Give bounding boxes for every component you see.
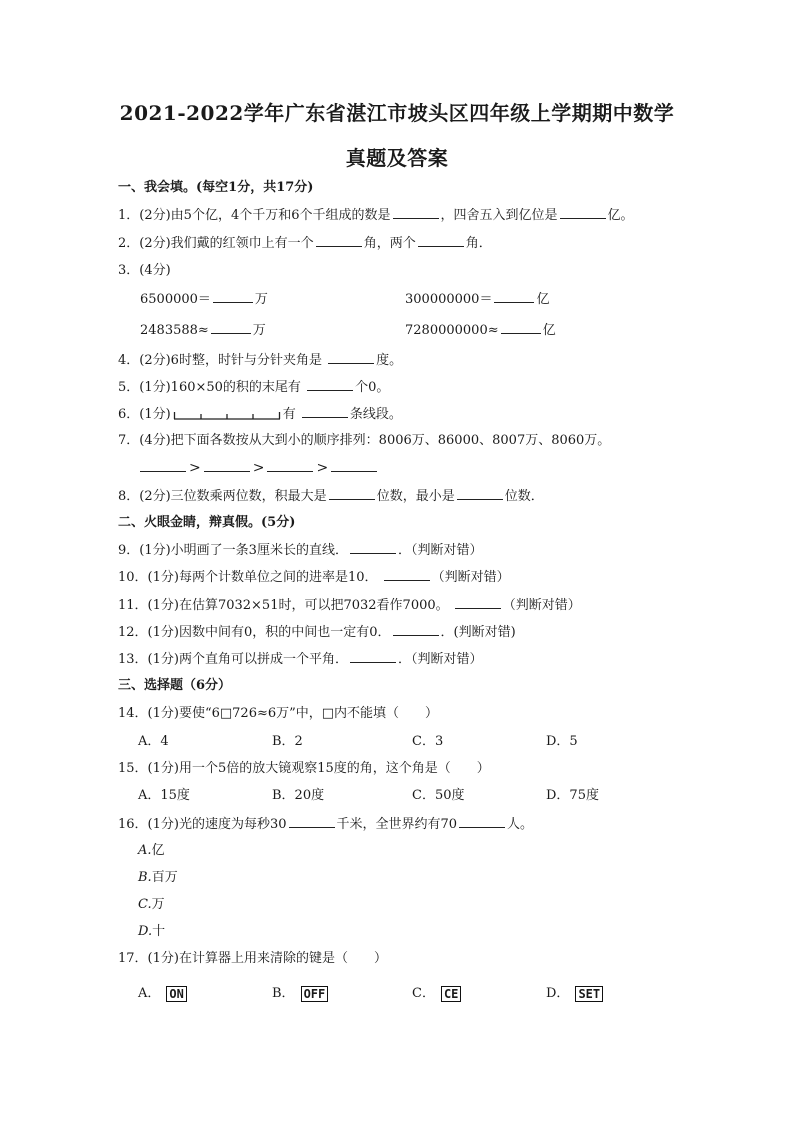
option-letter: C．: [412, 986, 435, 1001]
answer-blank[interactable]: [393, 623, 439, 636]
question-8: [118, 487, 544, 506]
q3-unit: 亿: [536, 292, 550, 307]
option-letter: C.: [138, 897, 152, 912]
answer-blank[interactable]: [501, 321, 541, 334]
q3-item-text: 7280000000≈: [405, 323, 499, 338]
question-3-label: 3．(4分): [118, 263, 171, 278]
question-2-text: 2．(2分)我们戴的红领巾上有一个: [118, 236, 314, 251]
q14-option-c[interactable]: C．3: [412, 734, 444, 749]
q16-option-c[interactable]: [138, 896, 165, 914]
option-text: 百万: [151, 870, 178, 885]
question-9-text: 9．(1分)小明画了一条3厘米长的直线．: [118, 543, 348, 558]
question-10-text: 10．(1分)每两个计数单位之间的进率是10．: [118, 570, 378, 585]
answer-blank[interactable]: [213, 290, 253, 303]
question-11: [118, 596, 581, 615]
q14-option-b[interactable]: B．2: [272, 734, 303, 749]
q17-option-c[interactable]: [412, 985, 461, 1003]
q3-item-text: 6500000＝: [140, 292, 211, 307]
question-1-text: 1．(2分)由5个亿，4个千万和6个千组成的数是: [118, 208, 391, 223]
question-6-text: 6．(1分): [118, 407, 171, 422]
calculator-key-off: OFF: [301, 986, 329, 1002]
q3-item-text: 2483588≈: [140, 323, 209, 338]
answer-blank[interactable]: [494, 290, 534, 303]
greater-than-sign: >: [189, 460, 201, 476]
question-4-text: 4．(2分)6时整，时针与分针夹角是: [118, 353, 322, 368]
q15-option-b[interactable]: B．20度: [272, 788, 325, 803]
question-8-text: 8．(2分)三位数乘两位数，积最大是: [118, 489, 327, 504]
question-17: 17．(1分)在计算器上用来清除的键是（ ）: [118, 951, 387, 966]
document-subtitle: 真题及答案: [345, 146, 449, 170]
section-2-heading: 二、火眼金睛，辩真假。(5分): [118, 515, 296, 530]
answer-blank[interactable]: [329, 487, 375, 500]
greater-than-sign: >: [252, 460, 265, 476]
question-13-text-2: ．（判断对错）: [397, 652, 483, 667]
answer-blank[interactable]: [307, 378, 353, 391]
question-8-text-2: 位数，最小是: [376, 489, 455, 504]
question-14: 14．(1分)要使“6□726≈6万”中，□内不能填（ ）: [118, 706, 439, 721]
q15-option-a[interactable]: A．15度: [138, 788, 190, 803]
answer-blank[interactable]: [302, 405, 348, 418]
q14-option-d[interactable]: D．5: [546, 734, 578, 749]
option-letter: A．: [138, 986, 161, 1001]
question-1-text-2: ，四舍五入到亿位是: [440, 208, 558, 223]
answer-blank[interactable]: [459, 815, 505, 828]
q17-option-b[interactable]: [272, 985, 328, 1003]
answer-blank[interactable]: [393, 206, 439, 219]
q17-option-a[interactable]: [138, 985, 187, 1003]
question-1-text-3: 亿。: [607, 208, 634, 223]
question-5-text-2: 个0。: [355, 380, 390, 395]
option-letter: A.: [138, 843, 152, 858]
option-letter: B.: [138, 870, 152, 885]
question-6-text-2: 有: [282, 407, 296, 422]
section-3-heading: 三、选择题（6分）: [118, 678, 232, 693]
answer-blank[interactable]: [384, 568, 430, 581]
question-7-answer-row: [138, 459, 379, 478]
answer-blank[interactable]: [457, 487, 503, 500]
option-letter: D.: [138, 924, 153, 939]
q3-unit: 亿: [542, 323, 556, 338]
question-10: [118, 568, 510, 587]
answer-blank[interactable]: [211, 321, 251, 334]
q16-option-b[interactable]: [138, 869, 178, 887]
option-letter: D．: [546, 986, 570, 1001]
question-16-text-2: 千米，全世界约有70: [336, 817, 458, 832]
calculator-key-ce: CE: [441, 986, 461, 1002]
option-text: 十: [152, 924, 166, 939]
question-8-text-3: 位数．: [504, 489, 544, 504]
option-text: 亿: [151, 843, 165, 858]
q15-option-d[interactable]: D．75度: [546, 788, 599, 803]
question-16-text-3: 人。: [507, 817, 534, 832]
option-letter: B．: [272, 986, 295, 1001]
question-11-text-2: （判断对错）: [502, 598, 581, 613]
question-4: [118, 351, 402, 370]
q15-option-c[interactable]: C．50度: [412, 788, 465, 803]
answer-blank[interactable]: [140, 459, 186, 472]
question-2-text-2: 角，两个: [363, 236, 416, 251]
option-text: 万: [151, 897, 165, 912]
q14-option-a[interactable]: A．4: [138, 734, 169, 749]
question-4-text-2: 度。: [376, 353, 403, 368]
line-segment-figure: [173, 409, 281, 421]
question-9: [118, 541, 482, 560]
answer-blank[interactable]: [455, 596, 501, 609]
question-12: [118, 623, 516, 642]
question-2-text-3: 角．: [465, 236, 492, 251]
answer-blank[interactable]: [316, 234, 362, 247]
question-5-text: 5．(1分)160×50的积的末尾有: [118, 380, 301, 395]
answer-blank[interactable]: [350, 541, 396, 554]
section-1-heading: 一、我会填。(每空1分，共17分): [118, 180, 314, 195]
answer-blank[interactable]: [418, 234, 464, 247]
question-13: [118, 650, 482, 669]
question-6: [118, 405, 402, 424]
question-9-text-2: ．（判断对错）: [397, 543, 483, 558]
question-5: [118, 378, 389, 397]
q3-unit: 万: [254, 292, 268, 307]
question-1: [118, 206, 634, 225]
answer-blank[interactable]: [204, 459, 250, 472]
question-16-text: 16．(1分)光的速度为每秒30: [118, 817, 287, 832]
question-3-item-1: [140, 290, 268, 309]
question-6-text-3: 条线段。: [349, 407, 402, 422]
answer-blank[interactable]: [328, 351, 374, 364]
question-3-item-2: [405, 290, 549, 309]
question-12-text-2: ．(判断对错): [440, 625, 516, 640]
question-7: 7．(4分)把下面各数按从大到小的顺序排列：8006万、86000、8007万、8060万。: [118, 433, 611, 448]
question-3-item-3: [140, 321, 266, 340]
question-2: [118, 234, 492, 253]
q3-unit: 万: [252, 323, 266, 338]
answer-blank[interactable]: [331, 459, 377, 472]
answer-blank[interactable]: [289, 815, 335, 828]
answer-blank[interactable]: [350, 650, 396, 663]
question-16: [118, 815, 533, 834]
greater-than-sign: >: [316, 460, 329, 476]
document-title: 2021-2022学年广东省湛江市坡头区四年级上学期期中数学: [119, 101, 675, 125]
question-10-text-2: （判断对错）: [431, 570, 510, 585]
q3-item-text: 300000000＝: [405, 292, 493, 307]
q17-option-d[interactable]: [546, 985, 603, 1003]
calculator-key-set: SET: [575, 986, 603, 1002]
question-15: 15．(1分)用一个5倍的放大镜观察15度的角，这个角是（ ）: [118, 761, 490, 776]
calculator-key-on: ON: [166, 986, 186, 1002]
question-12-text: 12．(1分)因数中间有0，积的中间也一定有0．: [118, 625, 391, 640]
question-3-item-4: [405, 321, 556, 340]
answer-blank[interactable]: [560, 206, 606, 219]
q16-option-d[interactable]: [138, 923, 165, 941]
question-13-text: 13．(1分)两个直角可以拼成一个平角．: [118, 652, 348, 667]
question-11-text: 11．(1分)在估算7032×51时，可以把7032看作7000。: [118, 598, 449, 613]
answer-blank[interactable]: [267, 459, 313, 472]
q16-option-a[interactable]: [138, 842, 165, 860]
